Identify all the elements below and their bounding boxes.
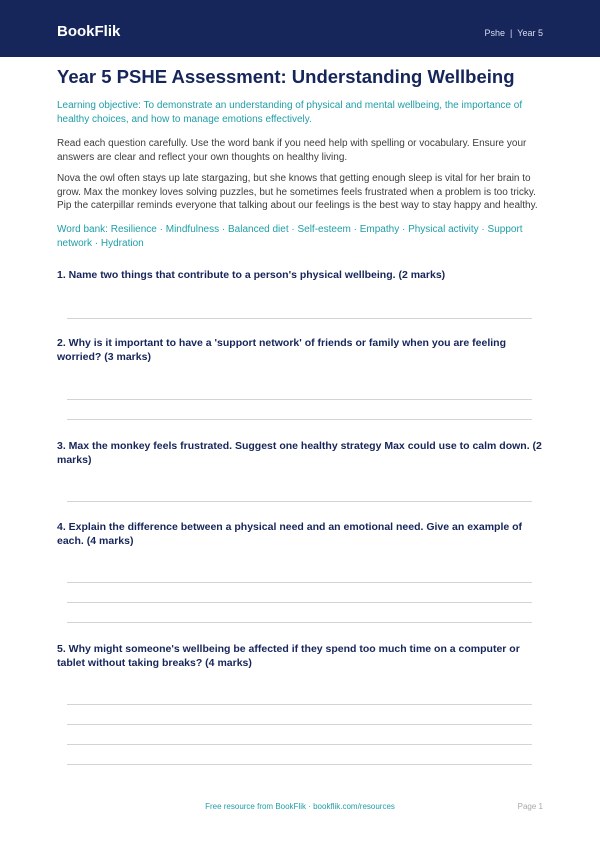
- question-5: 5. Why might someone's wellbeing be affected if they spend too much time on a computer or tablet without taking breaks? (4 marks): [57, 643, 520, 669]
- learning-objective: Learning objective: To demonstrate an understanding of physical and mental wellbeing, the importance of healthy choices, and how to manage emotions effectively.: [57, 100, 523, 125]
- header-meta: [484, 26, 543, 40]
- year-label: Year 5: [517, 28, 543, 38]
- answer-line[interactable]: [67, 318, 532, 319]
- answer-line[interactable]: [67, 724, 532, 725]
- footer-credit-link[interactable]: Free resource from BookFlik · bookflik.com/resources: [205, 802, 395, 811]
- brand-logo-text[interactable]: BookFlik: [57, 23, 121, 40]
- header-separator: |: [509, 28, 513, 38]
- question-3: 3. Max the monkey feels frustrated. Suggest one healthy strategy Max could use to calm down. (2 marks): [57, 440, 542, 466]
- page-number: Page 1: [517, 802, 543, 811]
- answer-line[interactable]: [67, 582, 532, 583]
- subject-label: Pshe: [484, 28, 505, 38]
- answer-line[interactable]: [67, 501, 532, 502]
- page-title: Year 5 PSHE Assessment: Understanding Wellbeing: [57, 66, 515, 87]
- question-1: 1. Name two things that contribute to a person's physical wellbeing. (2 marks): [57, 269, 446, 281]
- answer-line[interactable]: [67, 622, 532, 623]
- answer-line[interactable]: [67, 399, 532, 400]
- question-4: 4. Explain the difference between a physical need and an emotional need. Give an example of each. (4 marks): [57, 521, 523, 547]
- answer-line[interactable]: [67, 419, 532, 420]
- page-header: [0, 0, 600, 57]
- instructions-paragraph: Read each question carefully. Use the word bank if you need help with spelling or vocabulary. Ensure your answers are clear and reflect your own thoughts on healthy living.: [57, 138, 527, 163]
- word-bank: Word bank: Resilience · Mindfulness · Balanced diet · Self-esteem · Empathy · Physical activity · Support network · Hydration: [57, 224, 523, 249]
- answer-line[interactable]: [67, 602, 532, 603]
- answer-line[interactable]: [67, 764, 532, 765]
- answer-line[interactable]: [67, 704, 532, 705]
- story-paragraph: Nova the owl often stays up late stargazing, but she knows that getting enough sleep is vital for her brain to grow. Max the monkey loves solving puzzles, but he sometimes feels frustrated when a problem is too tricky. Pip the caterpillar reminds everyone that talking about our feelings is the best way to stay happy and healthy.: [57, 173, 538, 211]
- answer-line[interactable]: [67, 744, 532, 745]
- question-2: 2. Why is it important to have a 'support network' of friends or family when you are feeling worried? (3 marks): [57, 337, 506, 363]
